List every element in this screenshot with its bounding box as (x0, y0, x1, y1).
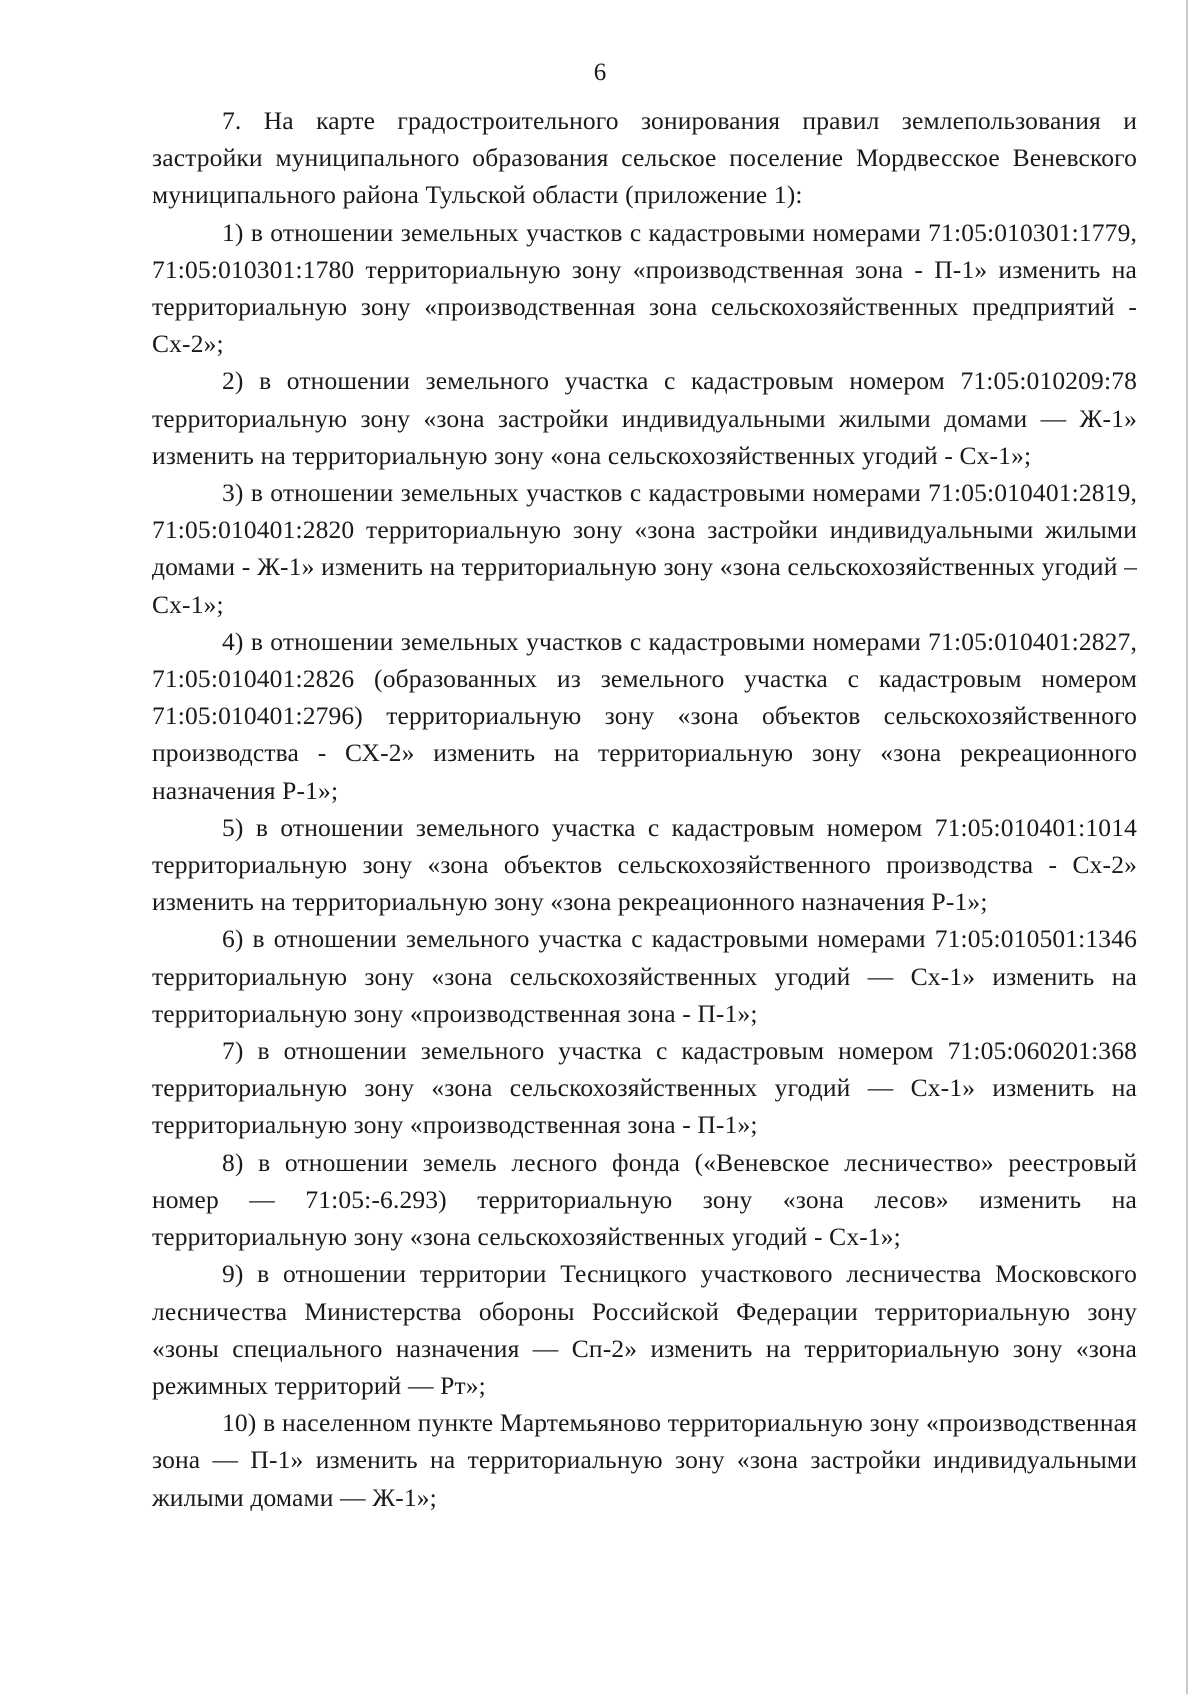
page-number: 6 (593, 59, 607, 86)
list-item-3: 3) в отношении земельных участков с кадастровыми номерами 71:05:010401:2819, 71:05:010401:2820 территориальную зону «зона застройки индивидуальными жилыми домами - Ж-1» изменить на территориальную зону «зона сельскохозяйственных угодий – Сх-1»; (152, 478, 1137, 619)
list-item-8: 8) в отношении земель лесного фонда («Веневское лесничество» реестровый номер — 71:05:-6.293) территориальную зону «зона лесов» изменить на территориальную зону «зона сельскохозяйственных угодий - Сх-1»; (152, 1147, 1137, 1252)
list-item-4: 4) в отношении земельных участков с кадастровыми номерами 71:05:010401:2827, 71:05:010401:2826 (образованных из земельного участка с кадастровым номером 71:05:010401:2796) территориальную зону «зона объектов сельскохозяйственного производства - СХ-2» изменить на территориальную зону «зона рекреационного назначения Р-1»; (152, 626, 1137, 805)
list-item-7: 7) в отношении земельного участка с кадастровым номером 71:05:060201:368 территориальную зону «зона сельскохозяйственных угодий — Сх-1» изменить на территориальную зону «производственная зона - П-1»; (152, 1036, 1137, 1140)
list-item-2: 2) в отношении земельного участка с кадастровым номером 71:05:010209:78 территориальную зону «зона застройки индивидуальными жилыми домами — Ж-1» изменить на территориальную зону «она сельскохозяйственных угодий - Сх-1»; (152, 366, 1137, 470)
scan-edge-divider (1186, 0, 1188, 1694)
list-item-5: 5) в отношении земельного участка с кадастровым номером 71:05:010401:1014 территориальную зону «зона объектов сельскохозяйственного производства - Сх-2» изменить на территориальную зону «зона рекреационного назначения Р-1»; (152, 812, 1137, 917)
list-item-9: 9) в отношении территории Тесницкого участкового лесничества Московского лесничества Министерства обороны Российской Федерации территориальную зону «зоны специального назначения — Сп-2» изменить на территориальную зону «зона режимных территорий — Рт»; (152, 1259, 1137, 1400)
paragraph-item-7-intro: 7. На карте градостроительного зонирования правил землепользования и застройки муниципального образования сельское поселение Мордвесское Веневского муниципального района Тульской области (приложение 1): (152, 106, 1137, 210)
list-item-10: 10) в населенном пункте Мартемьяново территориальную зону «производственная зона — П-1» изменить на территориальную зону «зона застройки индивидуальными жилыми домами — Ж-1»; (152, 1408, 1137, 1512)
document-body (152, 102, 1137, 1516)
list-item-6: 6) в отношении земельного участка с кадастровыми номерами 71:05:010501:1346 территориальную зону «зона сельскохозяйственных угодий — Сх-1» изменить на территориальную зону «производственная зона - П-1»; (152, 924, 1137, 1028)
list-item-1: 1) в отношении земельных участков с кадастровыми номерами 71:05:010301:1779, 71:05:010301:1780 территориальную зону «производственная зона - П-1» изменить на территориальную зону «производственная зона сельскохозяйственных предприятий - Сх-2»; (152, 217, 1137, 359)
